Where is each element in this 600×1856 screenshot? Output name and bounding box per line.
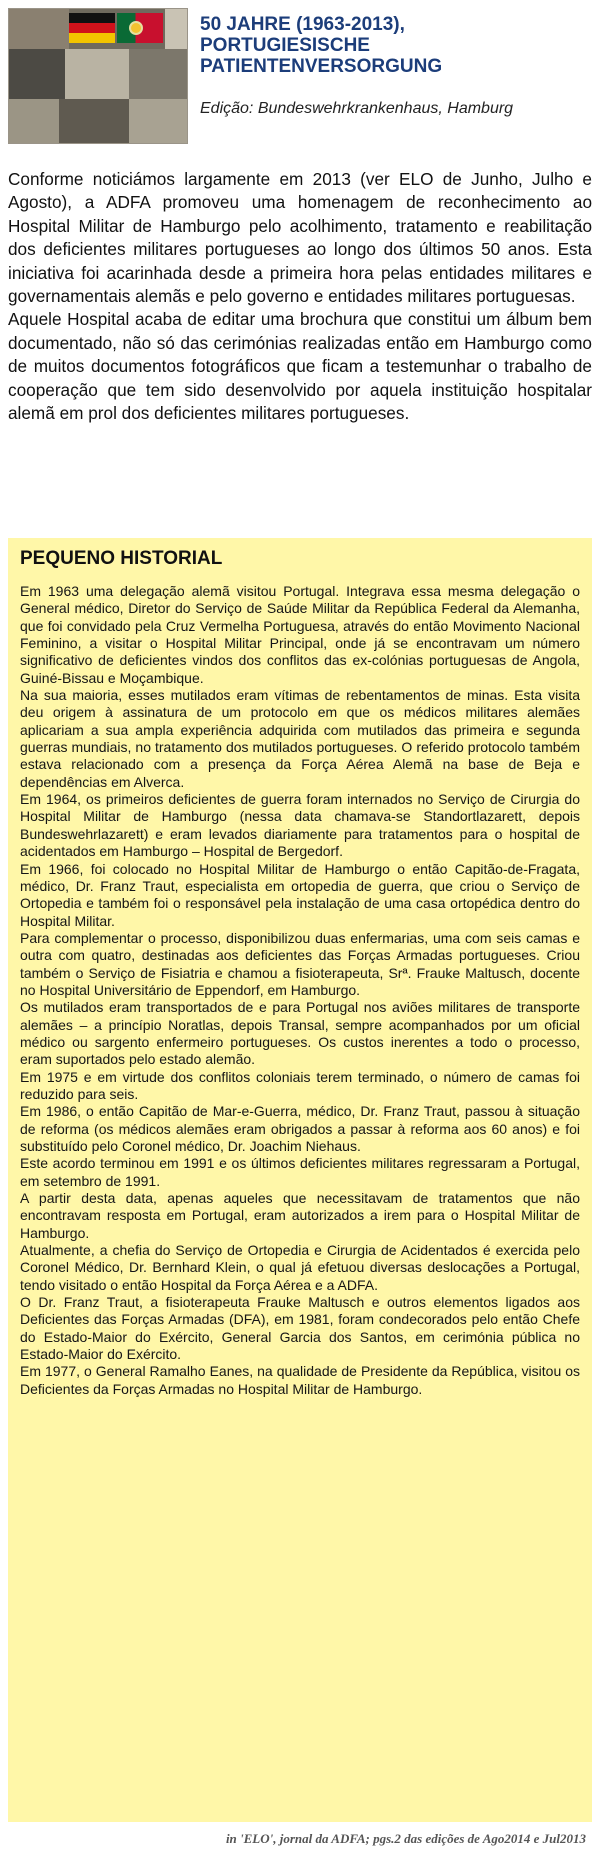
historial-paragraph: Atualmente, a chefia do Serviço de Ortopedia e Cirurgia de Acidentados é exercida pelo Coronel Médico, Dr. Bernhard Klein, o qual já efetuou diversas deslocações a Portugal, tendo visitado o então Hospital da Força Aérea e a ADFA. [20, 1242, 580, 1293]
historial-paragraph: O Dr. Franz Traut, a fisioterapeuta Frauke Maltusch e outros elementos ligados aos Deficientes das Forças Armadas (DFA), em 1981, foram condecorados pelo então Chefe do Estado-Maior do Exército, General Garcia dos Santos, em cerimónia pública no Estado-Maior do Exército. [20, 1294, 580, 1363]
historial-box [8, 538, 592, 1822]
historial-body [20, 583, 580, 1398]
title-line: PORTUGIESISCHE [200, 35, 370, 56]
intro-paragraph: Aquele Hospital acaba de editar uma brochura que constitui um álbum bem documentado, não só das cerimónias realizadas então em Hamburgo como de muitos documentos fotográficos que ficam a testemunhar o trabalho de cooperação que tem sido desenvolvido por aquela instituição hospitalar alemã em prol dos deficientes militares portugueses. [8, 309, 592, 424]
title-line: PATIENTENVERSORGUNG [200, 56, 443, 77]
historial-paragraph: Para complementar o processo, disponibilizou duas enfermarias, uma com seis camas e outra com quatro, destinadas aos deficientes das Forças Armadas portugueses. Criou também o Serviço de Fisiatria e chamou a fisioterapeuta, Srª. Frauke Maltusch, docente no Hospital Universitário de Eppendorf, em Hamburgo. [20, 929, 580, 998]
historial-paragraph: Em 1963 uma delegação alemã visitou Portugal. Integrava essa mesma delegação o General médico, Diretor do Serviço de Saúde Militar da República Federal da Alemanha, que foi convidado pela Cruz Vermelha Portuguesa, através do então Movimento Nacional Feminino, a visitar o Hospital Militar Principal, onde já se encontravam um número significativo de deficientes vindos dos conflitos das ex-colónias portuguesas de Angola, Guiné-Bissau e Moçambique. [20, 583, 580, 686]
historial-paragraph: Em 1964, os primeiros deficientes de guerra foram internados no Serviço de Cirurgia do Hospital Militar de Hamburgo (nessa data chamava-se Standortlazarett, depois Bundeswehrlazarett) e eram levados diariamente para tratamentos para o hospital de acidentados em Hamburgo – Hospital de Bergedorf. [20, 791, 580, 860]
portuguese-flag-icon [117, 13, 163, 43]
historial-paragraph: Os mutilados eram transportados de e para Portugal nos aviões militares de transporte alemães – a princípio Noratlas, depois Transal, sempre acompanhados por um oficial médico ou sargento enfermeiro portugueses. Os custos inerentes a todo o processo, eram suportados pelo estado alemão. [20, 999, 580, 1068]
historial-paragraph: A partir desta data, apenas aqueles que necessitavam de tratamentos que não encontravam resposta em Portugal, eram autorizados a irem para o Hospital Militar de Hamburgo. [20, 1190, 580, 1241]
historial-title: PEQUENO HISTORIAL [20, 548, 223, 569]
intro-text [8, 168, 592, 425]
historial-paragraph: Em 1975 e em virtude dos conflitos coloniais terem terminado, o número de camas foi reduzido para seis. [20, 1068, 580, 1102]
article-title [200, 14, 592, 77]
title-line: 50 JAHRE (1963-2013), [200, 14, 405, 35]
edition-note: Edição: Bundeswehrkrankenhaus, Hamburg [200, 100, 514, 117]
historial-paragraph: Em 1966, foi colocado no Hospital Militar de Hamburgo o então Capitão-de-Fragata, médico, Dr. Franz Traut, especialista em ortopedia de guerra, que criou o Serviço de Ortopedia e também foi o responsável pela instalação de uma casa ortopédica dentro do Hospital Militar. [20, 860, 580, 929]
german-flag-icon [69, 13, 115, 43]
historial-paragraph: Este acordo terminou em 1991 e os últimos deficientes militares regressaram a Portugal, em setembro de 1991. [20, 1155, 580, 1189]
article-header [8, 8, 592, 144]
historial-paragraph: Na sua maioria, esses mutilados eram vítimas de rebentamentos de minas. Esta visita deu origem à assinatura de um protocolo em que os médicos militares alemães aplicariam a sua ampla experiência adquirida com mutilados das primeira e segunda guerras mundiais, no tratamento dos mutilados portugueses. O referido protocolo também estava relacionado com a presença da Força Aérea Alemã na base de Beja e dependências em Alverca. [20, 687, 580, 790]
intro-paragraph: Conforme noticiámos largamente em 2013 (ver ELO de Junho, Julho e Agosto), a ADFA promoveu uma homenagem de reconhecimento ao Hospital Militar de Hamburgo pelo acolhimento, tratamento e reabilitação dos deficientes militares portugueses ao longo dos últimos 50 anos. Esta iniciativa foi acarinhada desde a primeira hora pelas entidades militares e governamentais alemãs e pelo governo e entidades militares portuguesas. [8, 169, 592, 307]
source-credit: in 'ELO', jornal da ADFA; pgs.2 das edições de Ago2014 e Jul2013 [8, 1826, 592, 1852]
historial-paragraph: Em 1977, o General Ramalho Eanes, na qualidade de Presidente da República, visitou os Deficientes da Forças Armadas no Hospital Militar de Hamburgo. [20, 1363, 580, 1397]
brochure-cover-image [8, 8, 188, 144]
historial-paragraph: Em 1986, o então Capitão de Mar-e-Guerra, médico, Dr. Franz Traut, passou à situação de reforma (os médicos alemães eram obrigados a passar à reforma aos 60 anos) e foi substituído pelo Coronel médico, Dr. Joachim Niehaus. [20, 1103, 580, 1154]
